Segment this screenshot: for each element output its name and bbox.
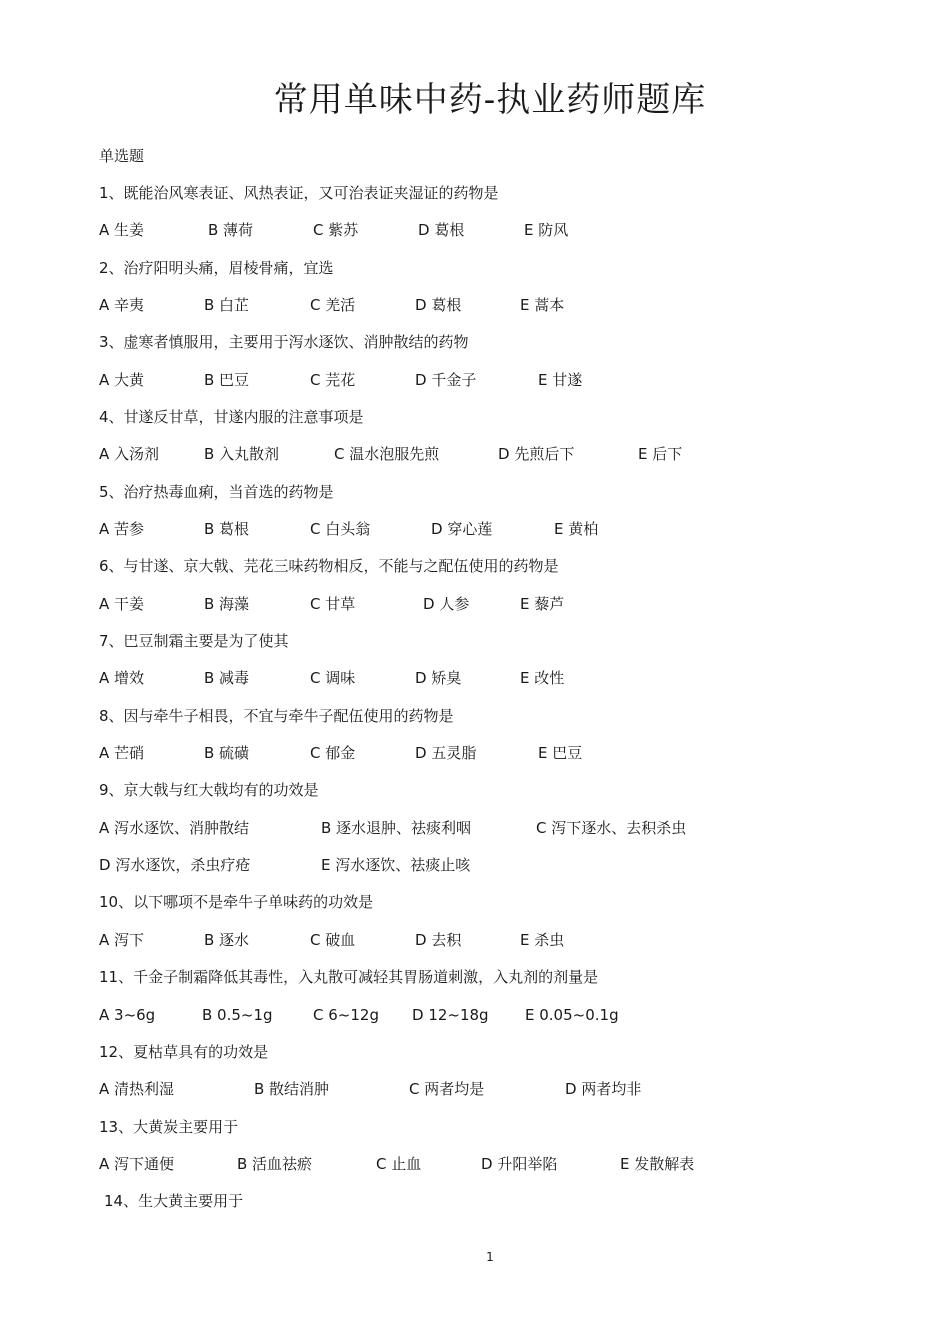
q13-option-c: C 止血 — [376, 1155, 422, 1173]
q9-option-b: B 逐水退肿、祛痰利咽 — [321, 819, 472, 837]
q13-option-b: B 活血祛瘀 — [237, 1155, 313, 1173]
section-heading: 单选题 — [99, 147, 145, 165]
q9-option-d: D 泻水逐饮，杀虫疗疮 — [99, 856, 251, 874]
q10-option-c: C 破血 — [310, 931, 356, 949]
question-6: 6、与甘遂、京大戟、芫花三味药物相反，不能与之配伍使用的药物是 — [99, 557, 559, 575]
q5-option-e: E 黄柏 — [554, 520, 599, 538]
q6-option-c: C 甘草 — [310, 595, 356, 613]
q7-option-d: D 矫臭 — [415, 669, 462, 687]
q3-option-e: E 甘遂 — [538, 371, 583, 389]
q8-option-a: A 芒硝 — [99, 744, 145, 762]
q11-option-a: A 3~6g — [99, 1006, 156, 1024]
q2-option-c: C 羌活 — [310, 296, 356, 314]
question-5: 5、治疗热毒血痢，当首选的药物是 — [99, 483, 334, 501]
q10-option-e: E 杀虫 — [520, 931, 565, 949]
document-title: 常用单味中药-执业药师题库 — [273, 80, 707, 120]
question-9: 9、京大戟与红大戟均有的功效是 — [99, 781, 319, 799]
question-3: 3、虚寒者慎服用，主要用于泻水逐饮、消肿散结的药物 — [99, 333, 469, 351]
q9-option-a: A 泻水逐饮、消肿散结 — [99, 819, 250, 837]
q2-option-b: B 白芷 — [204, 296, 250, 314]
q5-option-d: D 穿心莲 — [431, 520, 493, 538]
question-7: 7、巴豆制霜主要是为了使其 — [99, 632, 289, 650]
q12-option-a: A 清热利湿 — [99, 1080, 175, 1098]
q6-option-a: A 干姜 — [99, 595, 145, 613]
q6-option-e: E 藜芦 — [520, 595, 565, 613]
q3-option-a: A 大黄 — [99, 371, 145, 389]
q12-option-b: B 散结消肿 — [254, 1080, 330, 1098]
q8-option-e: E 巴豆 — [538, 744, 583, 762]
question-2: 2、治疗阳明头痛，眉棱骨痛，宜选 — [99, 259, 334, 277]
q7-option-e: E 改性 — [520, 669, 565, 687]
q2-option-a: A 辛夷 — [99, 296, 145, 314]
q4-option-c: C 温水泡服先煎 — [334, 445, 440, 463]
q1-option-b: B 薄荷 — [208, 221, 254, 239]
q12-option-c: C 两者均是 — [409, 1080, 485, 1098]
q8-option-d: D 五灵脂 — [415, 744, 477, 762]
q1-option-d: D 葛根 — [418, 221, 465, 239]
q1-option-c: C 紫苏 — [313, 221, 359, 239]
q11-option-c: C 6~12g — [313, 1006, 379, 1024]
question-14: 14、生大黄主要用于 — [104, 1192, 244, 1210]
q13-option-a: A 泻下通便 — [99, 1155, 175, 1173]
question-13: 13、大黄炭主要用于 — [99, 1118, 239, 1136]
q7-option-b: B 减毒 — [204, 669, 250, 687]
q8-option-b: B 硫磺 — [204, 744, 250, 762]
q10-option-b: B 逐水 — [204, 931, 250, 949]
question-8: 8、因与牵牛子相畏，不宜与牵牛子配伍使用的药物是 — [99, 707, 454, 725]
question-12: 12、夏枯草具有的功效是 — [99, 1043, 269, 1061]
q4-option-d: D 先煎后下 — [498, 445, 575, 463]
question-4: 4、甘遂反甘草，甘遂内服的注意事项是 — [99, 408, 364, 426]
q8-option-c: C 郁金 — [310, 744, 356, 762]
q11-option-d: D 12~18g — [412, 1006, 489, 1024]
page-number: 1 — [486, 1250, 494, 1264]
q3-option-b: B 巴豆 — [204, 371, 250, 389]
q10-option-d: D 去积 — [415, 931, 462, 949]
q6-option-d: D 人参 — [423, 595, 470, 613]
q1-option-a: A 生姜 — [99, 221, 145, 239]
question-1: 1、既能治风寒表证、风热表证，又可治表证夹湿证的药物是 — [99, 184, 499, 202]
q5-option-c: C 白头翁 — [310, 520, 371, 538]
q7-option-a: A 增效 — [99, 669, 145, 687]
q5-option-b: B 葛根 — [204, 520, 250, 538]
q4-option-b: B 入丸散剂 — [204, 445, 280, 463]
question-10: 10、以下哪项不是牵牛子单味药的功效是 — [99, 893, 374, 911]
q11-option-e: E 0.05~0.1g — [525, 1006, 619, 1024]
q4-option-e: E 后下 — [638, 445, 683, 463]
q9-option-e: E 泻水逐饮、祛痰止咳 — [321, 856, 471, 874]
q5-option-a: A 苦参 — [99, 520, 145, 538]
q9-option-c: C 泻下逐水、去积杀虫 — [536, 819, 687, 837]
q4-option-a: A 入汤剂 — [99, 445, 160, 463]
q2-option-e: E 蒿本 — [520, 296, 565, 314]
q1-option-e: E 防风 — [524, 221, 569, 239]
q3-option-c: C 芫花 — [310, 371, 356, 389]
q7-option-c: C 调味 — [310, 669, 356, 687]
q10-option-a: A 泻下 — [99, 931, 145, 949]
q3-option-d: D 千金子 — [415, 371, 477, 389]
q2-option-d: D 葛根 — [415, 296, 462, 314]
q13-option-d: D 升阳举陷 — [481, 1155, 558, 1173]
q6-option-b: B 海藻 — [204, 595, 250, 613]
question-11: 11、千金子制霜降低其毒性，入丸散可减轻其胃肠道刺激，入丸剂的剂量是 — [99, 968, 599, 986]
q13-option-e: E 发散解表 — [620, 1155, 695, 1173]
q12-option-d: D 两者均非 — [565, 1080, 642, 1098]
q11-option-b: B 0.5~1g — [202, 1006, 273, 1024]
